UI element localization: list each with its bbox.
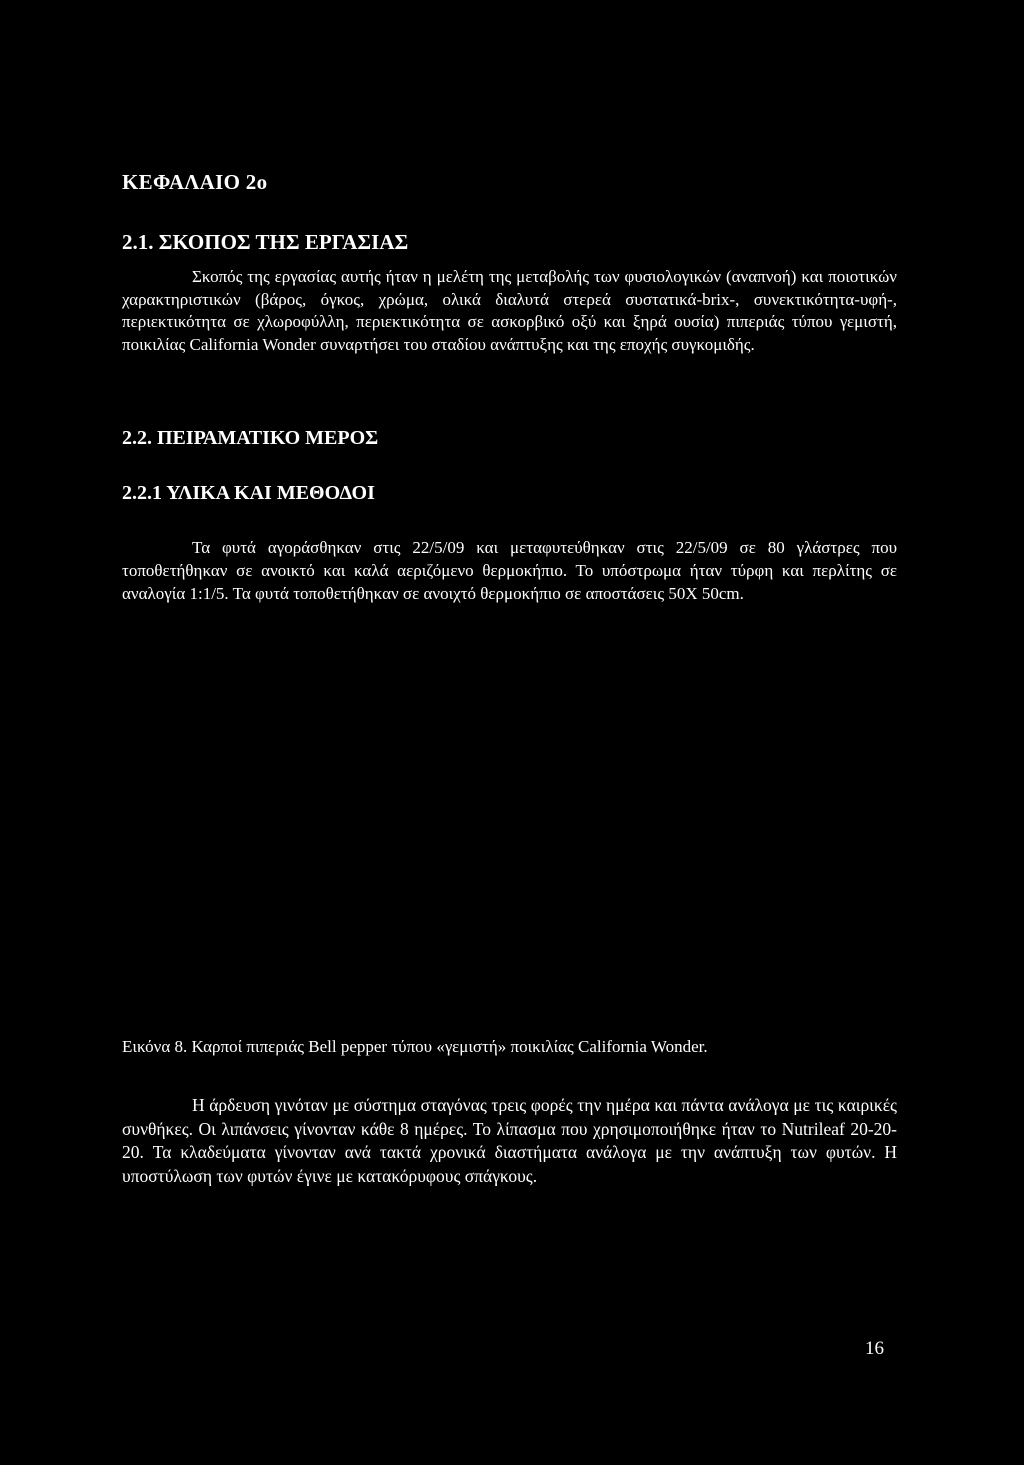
irrigation-paragraph: Η άρδευση γινόταν με σύστημα σταγόνας τρεις φορές την ημέρα και πάντα ανάλογα με τις καιρικές συνθήκες. Οι λιπάνσεις γίνονταν κάθε 8 ημέρες. Το λίπασμα που χρησιμοποιήθηκε ήταν το Nutrileaf 20-20-20. Τα κλαδεύματα γίνονταν ανά τακτά χρονικά διαστήματα ανάλογα με την ανάπτυξη των φυτών. Η υποστύλωση των φυτών έγινε με κατακόρυφους σπάγκους. xyxy=(122,1095,897,1186)
page-number: 16 xyxy=(865,1338,884,1359)
subsection-heading: 2.2. ΠΕΙΡΑΜΑΤΙΚΟ ΜΕΡΟΣ xyxy=(122,427,379,449)
figure-caption: Εικόνα 8. Καρποί πιπεριάς Bell pepper τύπου «γεμιστή» ποικιλίας California Wonder. xyxy=(122,1037,708,1056)
materials-paragraph: Τα φυτά αγοράσθηκαν στις 22/5/09 και μεταφυτεύθηκαν στις 22/5/09 σε 80 γλάστρες που τοποθετήθηκαν σε ανοικτό και καλά αεριζόμενο θερμοκήπιο. Το υπόστρωμα ήταν τύρφη και περλίτης σε αναλογία 1:1/5. Τα φυτά τοποθετήθηκαν σε ανοιχτό θερμοκήπιο σε αποστάσεις 50Χ 50cm. xyxy=(122,538,897,603)
chapter-title: ΚΕΦΑΛΑΙΟ 2ο xyxy=(122,170,268,194)
subsubsection-heading: 2.2.1 ΥΛΙΚΑ ΚΑΙ ΜΕΘΟΔΟΙ xyxy=(122,482,375,504)
figure-placeholder xyxy=(122,650,897,1005)
section-heading: 2.1. ΣΚΟΠΟΣ ΤΗΣ ΕΡΓΑΣΙΑΣ xyxy=(122,230,409,254)
purpose-paragraph: Σκοπός της εργασίας αυτής ήταν η μελέτη της μεταβολής των φυσιολογικών (αναπνοή) και ποιοτικών χαρακτηριστικών (βάρος, όγκος, χρώμα, ολικά διαλυτά στερεά συστατικά-brix-, συνεκτικότητα-υφή-, περιεκτικότητα σε χλωροφύλλη, περιεκτικότητα σε ασκορβικό οξύ και ξηρά ουσία) πιπεριάς τύπου γεμιστή, ποικιλίας California Wonder συναρτήσει του σταδίου ανάπτυξης και της εποχής συγκομιδής. xyxy=(122,267,897,354)
